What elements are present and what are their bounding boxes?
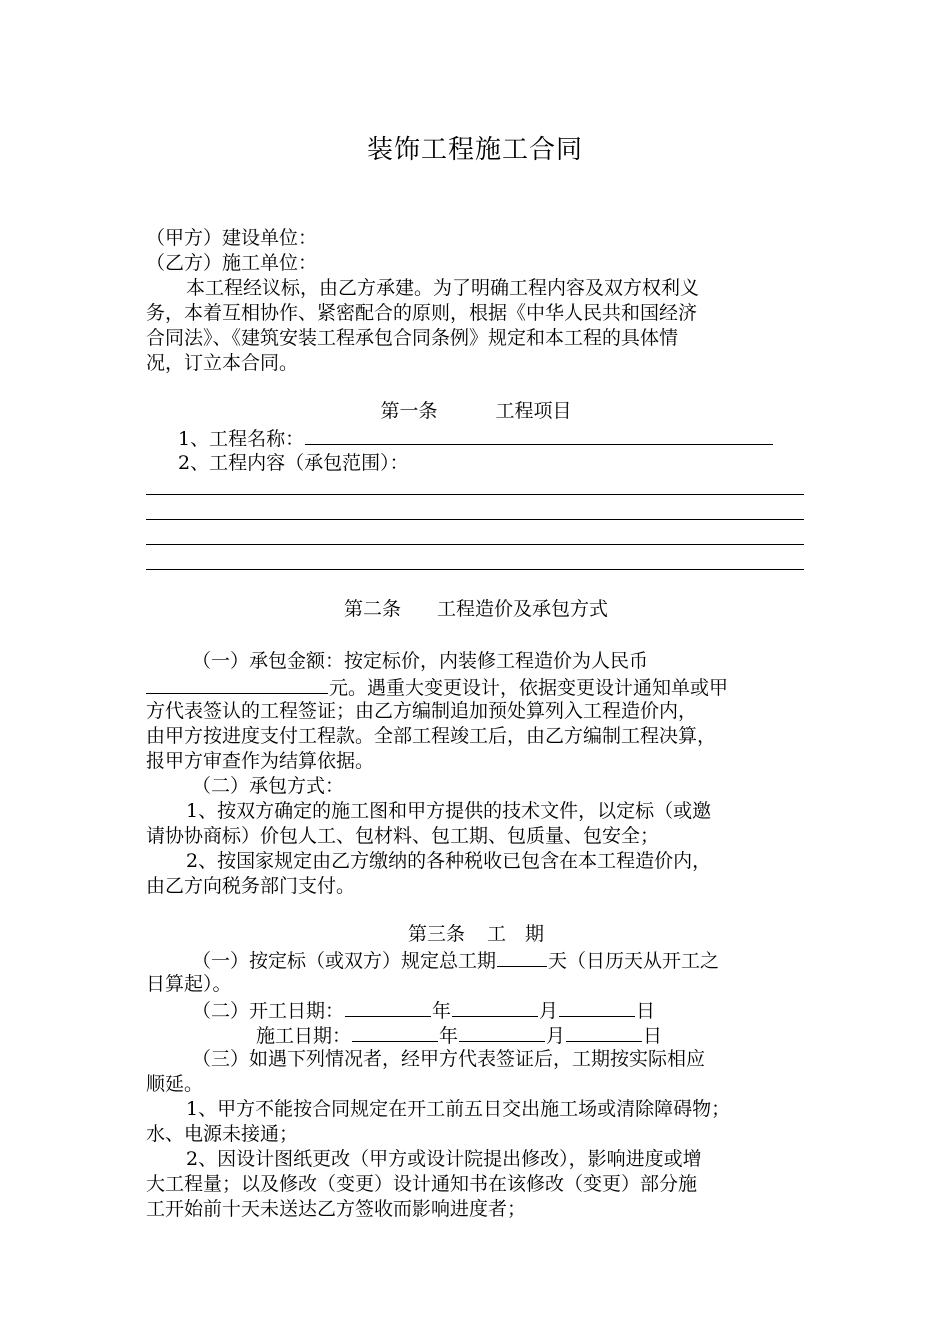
condition-2-line-1: 2、因设计图纸更改（甲方或设计院提出修改），影响进度或增 <box>186 1148 702 1170</box>
method-1-line-2: 请协协商标）价包人工、包材料、包工期、包质量、包安全； <box>146 825 660 847</box>
contract-amount-line-1: （一）承包金额：按定标价，内装修工程造价为人民币 <box>192 650 649 672</box>
contract-amount-line-2 <box>146 674 806 700</box>
end-year-unit: 年 <box>439 1025 459 1047</box>
method-1-line-1: 1、按双方确定的施工图和甲方提供的技术文件，以定标（或邀 <box>186 800 712 822</box>
article-3-number: 第三条 <box>407 923 465 945</box>
project-name-label: 1、工程名称： <box>178 428 305 450</box>
document-title: 装饰工程施工合同 <box>366 135 583 165</box>
party-a-label: （甲方）建设单位： <box>146 227 318 249</box>
duration-text-a: （一）按定标（或双方）规定总工期 <box>192 950 497 972</box>
start-date-label: （二）开工日期： <box>192 1000 345 1022</box>
scope-blank-line-3 <box>146 544 804 545</box>
article-2-heading <box>146 597 806 621</box>
extension-line-1: （三）如遇下列情况者，经甲方代表签证后，工期按实际相应 <box>192 1048 706 1070</box>
article-3-title: 工 期 <box>487 923 545 945</box>
start-year-blank <box>345 997 431 1017</box>
end-date-label: 施工日期： <box>256 1025 352 1047</box>
scope-blank-line-2 <box>146 519 804 520</box>
article-1-heading <box>146 399 806 423</box>
amount-blank <box>146 674 328 694</box>
condition-1-line-2: 水、电源未接通； <box>146 1123 299 1145</box>
project-scope-label: 2、工程内容（承包范围）： <box>178 452 409 474</box>
scope-blank-line-4 <box>146 569 804 570</box>
method-2-line-2: 由乙方向税务部门支付。 <box>146 875 356 897</box>
start-day-unit: 日 <box>636 1000 656 1022</box>
article-1-number: 第一条 <box>380 400 438 422</box>
extension-line-2: 顺延。 <box>146 1073 204 1095</box>
intro-line-4: 况，订立本合同。 <box>146 352 299 374</box>
project-name-blank <box>305 425 773 445</box>
contract-amount-line-3: 方代表签认的工程签证；由乙方编制追加预处算列入工程造价内， <box>146 700 698 722</box>
end-day-unit: 日 <box>643 1025 663 1047</box>
intro-line-3: 合同法》、《建筑安装工程承包合同条例》规定和本工程的具体情 <box>146 327 679 349</box>
scope-blank-line-1 <box>146 494 804 495</box>
contract-amount-line-4: 由甲方按进度支付工程款。全部工程竣工后，由乙方编制工程决算， <box>146 725 717 747</box>
method-2-line-1: 2、按国家规定由乙方缴纳的各种税收已包含在本工程造价内， <box>186 850 712 872</box>
article-2-number: 第二条 <box>343 598 401 620</box>
start-day-blank <box>559 997 635 1017</box>
start-month-blank <box>452 997 538 1017</box>
duration-text-b: 天（日历天从开工之 <box>548 950 720 972</box>
party-b-label: （乙方）施工单位： <box>146 252 318 274</box>
condition-2-line-3: 工开始前十天未送达乙方签收而影响进度者； <box>146 1198 527 1220</box>
contract-amount-text: 元。遇重大变更设计，依据变更设计通知单或甲 <box>329 677 729 699</box>
condition-1-line-1: 1、甲方不能按合同规定在开工前五日交出施工场或清除障碍物； <box>186 1098 731 1120</box>
article-1-title: 工程项目 <box>495 400 572 422</box>
end-year-blank <box>352 1022 438 1042</box>
end-month-blank <box>459 1022 545 1042</box>
start-year-unit: 年 <box>432 1000 452 1022</box>
project-name-row <box>146 425 838 451</box>
duration-days-blank <box>497 947 547 967</box>
duration-line-2: 日算起）。 <box>146 973 232 995</box>
contract-amount-line-5: 报甲方审查作为结算依据。 <box>146 750 375 772</box>
intro-line-2: 务，本着互相协作、紧密配合的原则，根据《中华人民共和国经济 <box>146 302 698 324</box>
article-3-heading <box>146 922 806 946</box>
article-2-title: 工程造价及承包方式 <box>437 598 609 620</box>
start-month-unit: 月 <box>539 1000 559 1022</box>
condition-2-line-2: 大工程量；以及修改（变更）设计通知书在该修改（变更）部分施 <box>146 1173 698 1195</box>
end-month-unit: 月 <box>546 1025 566 1047</box>
start-date-row <box>146 997 806 1023</box>
end-date-row <box>146 1022 806 1048</box>
end-day-blank <box>566 1022 642 1042</box>
intro-line-1: 本工程经议标，由乙方承建。为了明确工程内容及双方权利义 <box>186 277 700 299</box>
duration-line-1 <box>146 947 806 973</box>
contract-method-label: （二）承包方式： <box>192 775 345 797</box>
